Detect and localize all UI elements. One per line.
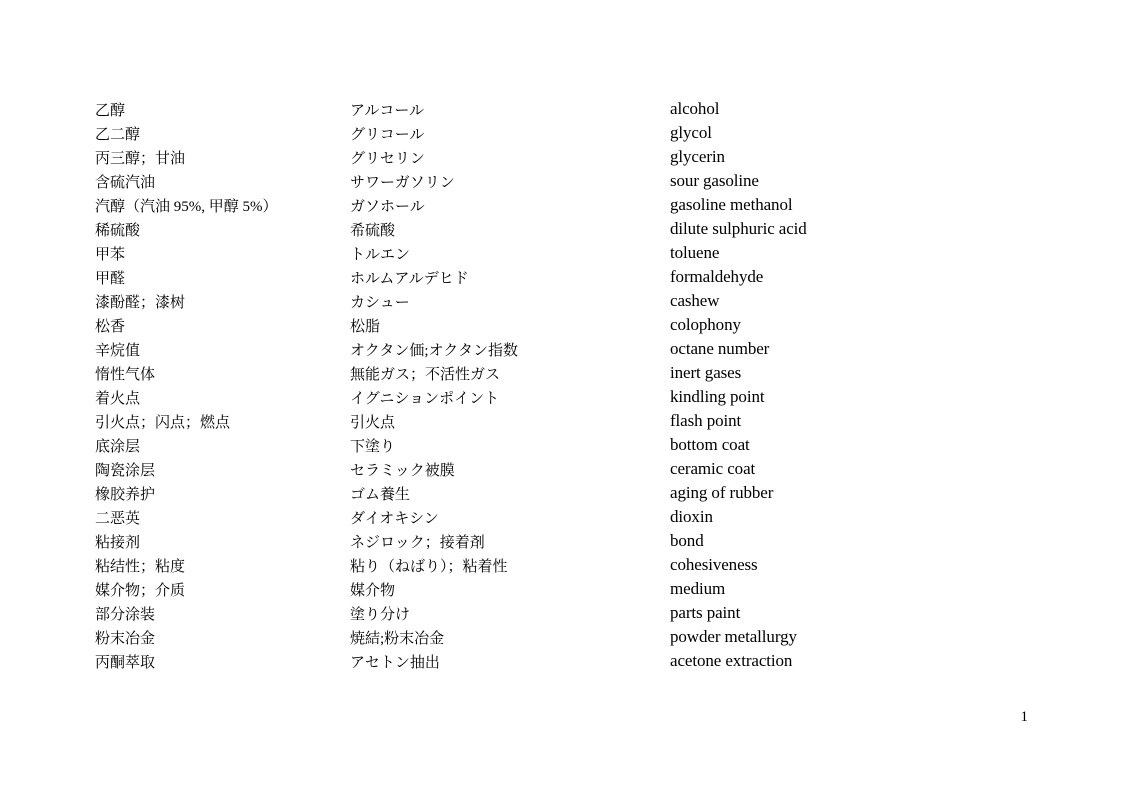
chinese-term: 乙醇 bbox=[95, 102, 126, 119]
english-term: formaldehyde bbox=[670, 267, 764, 286]
glossary-row bbox=[95, 433, 1055, 457]
english-term: colophony bbox=[670, 315, 741, 334]
glossary-row bbox=[95, 121, 1055, 145]
english-term: glycerin bbox=[670, 147, 725, 166]
glossary-row bbox=[95, 337, 1055, 361]
glossary-row bbox=[95, 481, 1055, 505]
japanese-term: 引火点 bbox=[350, 414, 396, 431]
chinese-term: 乙二醇 bbox=[95, 126, 141, 143]
chinese-term: 丙酮萃取 bbox=[95, 654, 156, 671]
glossary-row bbox=[95, 529, 1055, 553]
chinese-term: 辛烷值 bbox=[95, 342, 141, 359]
chinese-term: 汽醇（汽油 95%, 甲醇 5%） bbox=[95, 198, 278, 215]
glossary-row bbox=[95, 553, 1055, 577]
glossary-row bbox=[95, 265, 1055, 289]
chinese-term: 甲醛 bbox=[95, 270, 126, 287]
page-number: 1 bbox=[1020, 709, 1028, 725]
japanese-term: ゴム養生 bbox=[350, 486, 411, 503]
japanese-term: ガソホール bbox=[350, 198, 425, 215]
chinese-term: 橡胶养护 bbox=[95, 486, 156, 503]
chinese-term: 引火点；闪点；燃点 bbox=[95, 414, 231, 431]
japanese-term: 焼結;粉末冶金 bbox=[350, 630, 445, 647]
glossary-row bbox=[95, 649, 1055, 673]
glossary-row bbox=[95, 169, 1055, 193]
japanese-term: ダイオキシン bbox=[350, 510, 439, 527]
chinese-term: 粘结性；粘度 bbox=[95, 558, 186, 575]
japanese-term: ホルムアルデヒド bbox=[350, 270, 469, 287]
glossary-table bbox=[95, 97, 1055, 673]
english-term: gasoline methanol bbox=[670, 195, 793, 214]
japanese-term: グリセリン bbox=[350, 150, 425, 167]
glossary-row bbox=[95, 145, 1055, 169]
chinese-term: 二恶英 bbox=[95, 510, 141, 527]
glossary-row bbox=[95, 577, 1055, 601]
english-term: cashew bbox=[670, 291, 720, 310]
english-term: dilute sulphuric acid bbox=[670, 219, 807, 238]
japanese-term: 塗り分け bbox=[350, 606, 411, 623]
japanese-term: オクタン価;オクタン指数 bbox=[350, 342, 518, 359]
glossary-row bbox=[95, 409, 1055, 433]
glossary-row bbox=[95, 601, 1055, 625]
english-term: aging of rubber bbox=[670, 483, 774, 502]
chinese-term: 含硫汽油 bbox=[95, 174, 156, 191]
chinese-term: 松香 bbox=[95, 318, 126, 335]
chinese-term: 部分涂装 bbox=[95, 606, 156, 623]
english-term: sour gasoline bbox=[670, 171, 759, 190]
japanese-term: 希硫酸 bbox=[350, 222, 396, 239]
chinese-term: 着火点 bbox=[95, 390, 141, 407]
chinese-term: 稀硫酸 bbox=[95, 222, 141, 239]
glossary-row bbox=[95, 457, 1055, 481]
glossary-row bbox=[95, 289, 1055, 313]
japanese-term: カシュー bbox=[350, 294, 410, 311]
glossary-row bbox=[95, 217, 1055, 241]
glossary-row bbox=[95, 193, 1055, 217]
japanese-term: トルエン bbox=[350, 246, 411, 263]
english-term: inert gases bbox=[670, 363, 742, 382]
english-term: flash point bbox=[670, 411, 742, 430]
chinese-term: 粉末冶金 bbox=[95, 630, 156, 647]
english-term: kindling point bbox=[670, 387, 765, 406]
chinese-term: 底涂层 bbox=[95, 438, 141, 455]
english-term: glycol bbox=[670, 123, 712, 142]
japanese-term: 下塗り bbox=[350, 438, 396, 455]
english-term: medium bbox=[670, 579, 726, 598]
japanese-term: ネジロック；接着剤 bbox=[350, 534, 485, 551]
chinese-term: 陶瓷涂层 bbox=[95, 462, 156, 479]
chinese-term: 媒介物；介质 bbox=[95, 582, 186, 599]
glossary-row bbox=[95, 385, 1055, 409]
english-term: toluene bbox=[670, 243, 720, 262]
glossary-row bbox=[95, 505, 1055, 529]
japanese-term: 松脂 bbox=[350, 318, 381, 335]
chinese-term: 丙三醇；甘油 bbox=[95, 150, 186, 167]
japanese-term: サワーガソリン bbox=[350, 174, 455, 191]
japanese-term: セラミック被膜 bbox=[350, 462, 455, 479]
chinese-term: 粘接剂 bbox=[95, 534, 141, 551]
glossary-row bbox=[95, 625, 1055, 649]
japanese-term: アセトン抽出 bbox=[350, 654, 440, 671]
glossary-row bbox=[95, 313, 1055, 337]
english-term: powder metallurgy bbox=[670, 627, 797, 646]
english-term: bond bbox=[670, 531, 704, 550]
japanese-term: アルコール bbox=[350, 102, 425, 119]
english-term: dioxin bbox=[670, 507, 713, 526]
english-term: bottom coat bbox=[670, 435, 750, 454]
chinese-term: 惰性气体 bbox=[95, 366, 156, 383]
japanese-term: 媒介物 bbox=[350, 582, 396, 599]
english-term: alcohol bbox=[670, 99, 720, 118]
japanese-term: グリコール bbox=[350, 126, 425, 143]
glossary-row bbox=[95, 361, 1055, 385]
chinese-term: 漆酚醛；漆树 bbox=[95, 294, 186, 311]
english-term: acetone extraction bbox=[670, 651, 793, 670]
japanese-term: イグニションポイント bbox=[350, 390, 500, 407]
glossary-row bbox=[95, 241, 1055, 265]
chinese-term: 甲苯 bbox=[95, 246, 126, 263]
japanese-term: 無能ガス；不活性ガス bbox=[350, 366, 501, 383]
english-term: ceramic coat bbox=[670, 459, 756, 478]
english-term: octane number bbox=[670, 339, 770, 358]
japanese-term: 粘り（ねばり）；粘着性 bbox=[350, 558, 508, 575]
glossary-row bbox=[95, 97, 1055, 121]
english-term: cohesiveness bbox=[670, 555, 758, 574]
english-term: parts paint bbox=[670, 603, 741, 622]
